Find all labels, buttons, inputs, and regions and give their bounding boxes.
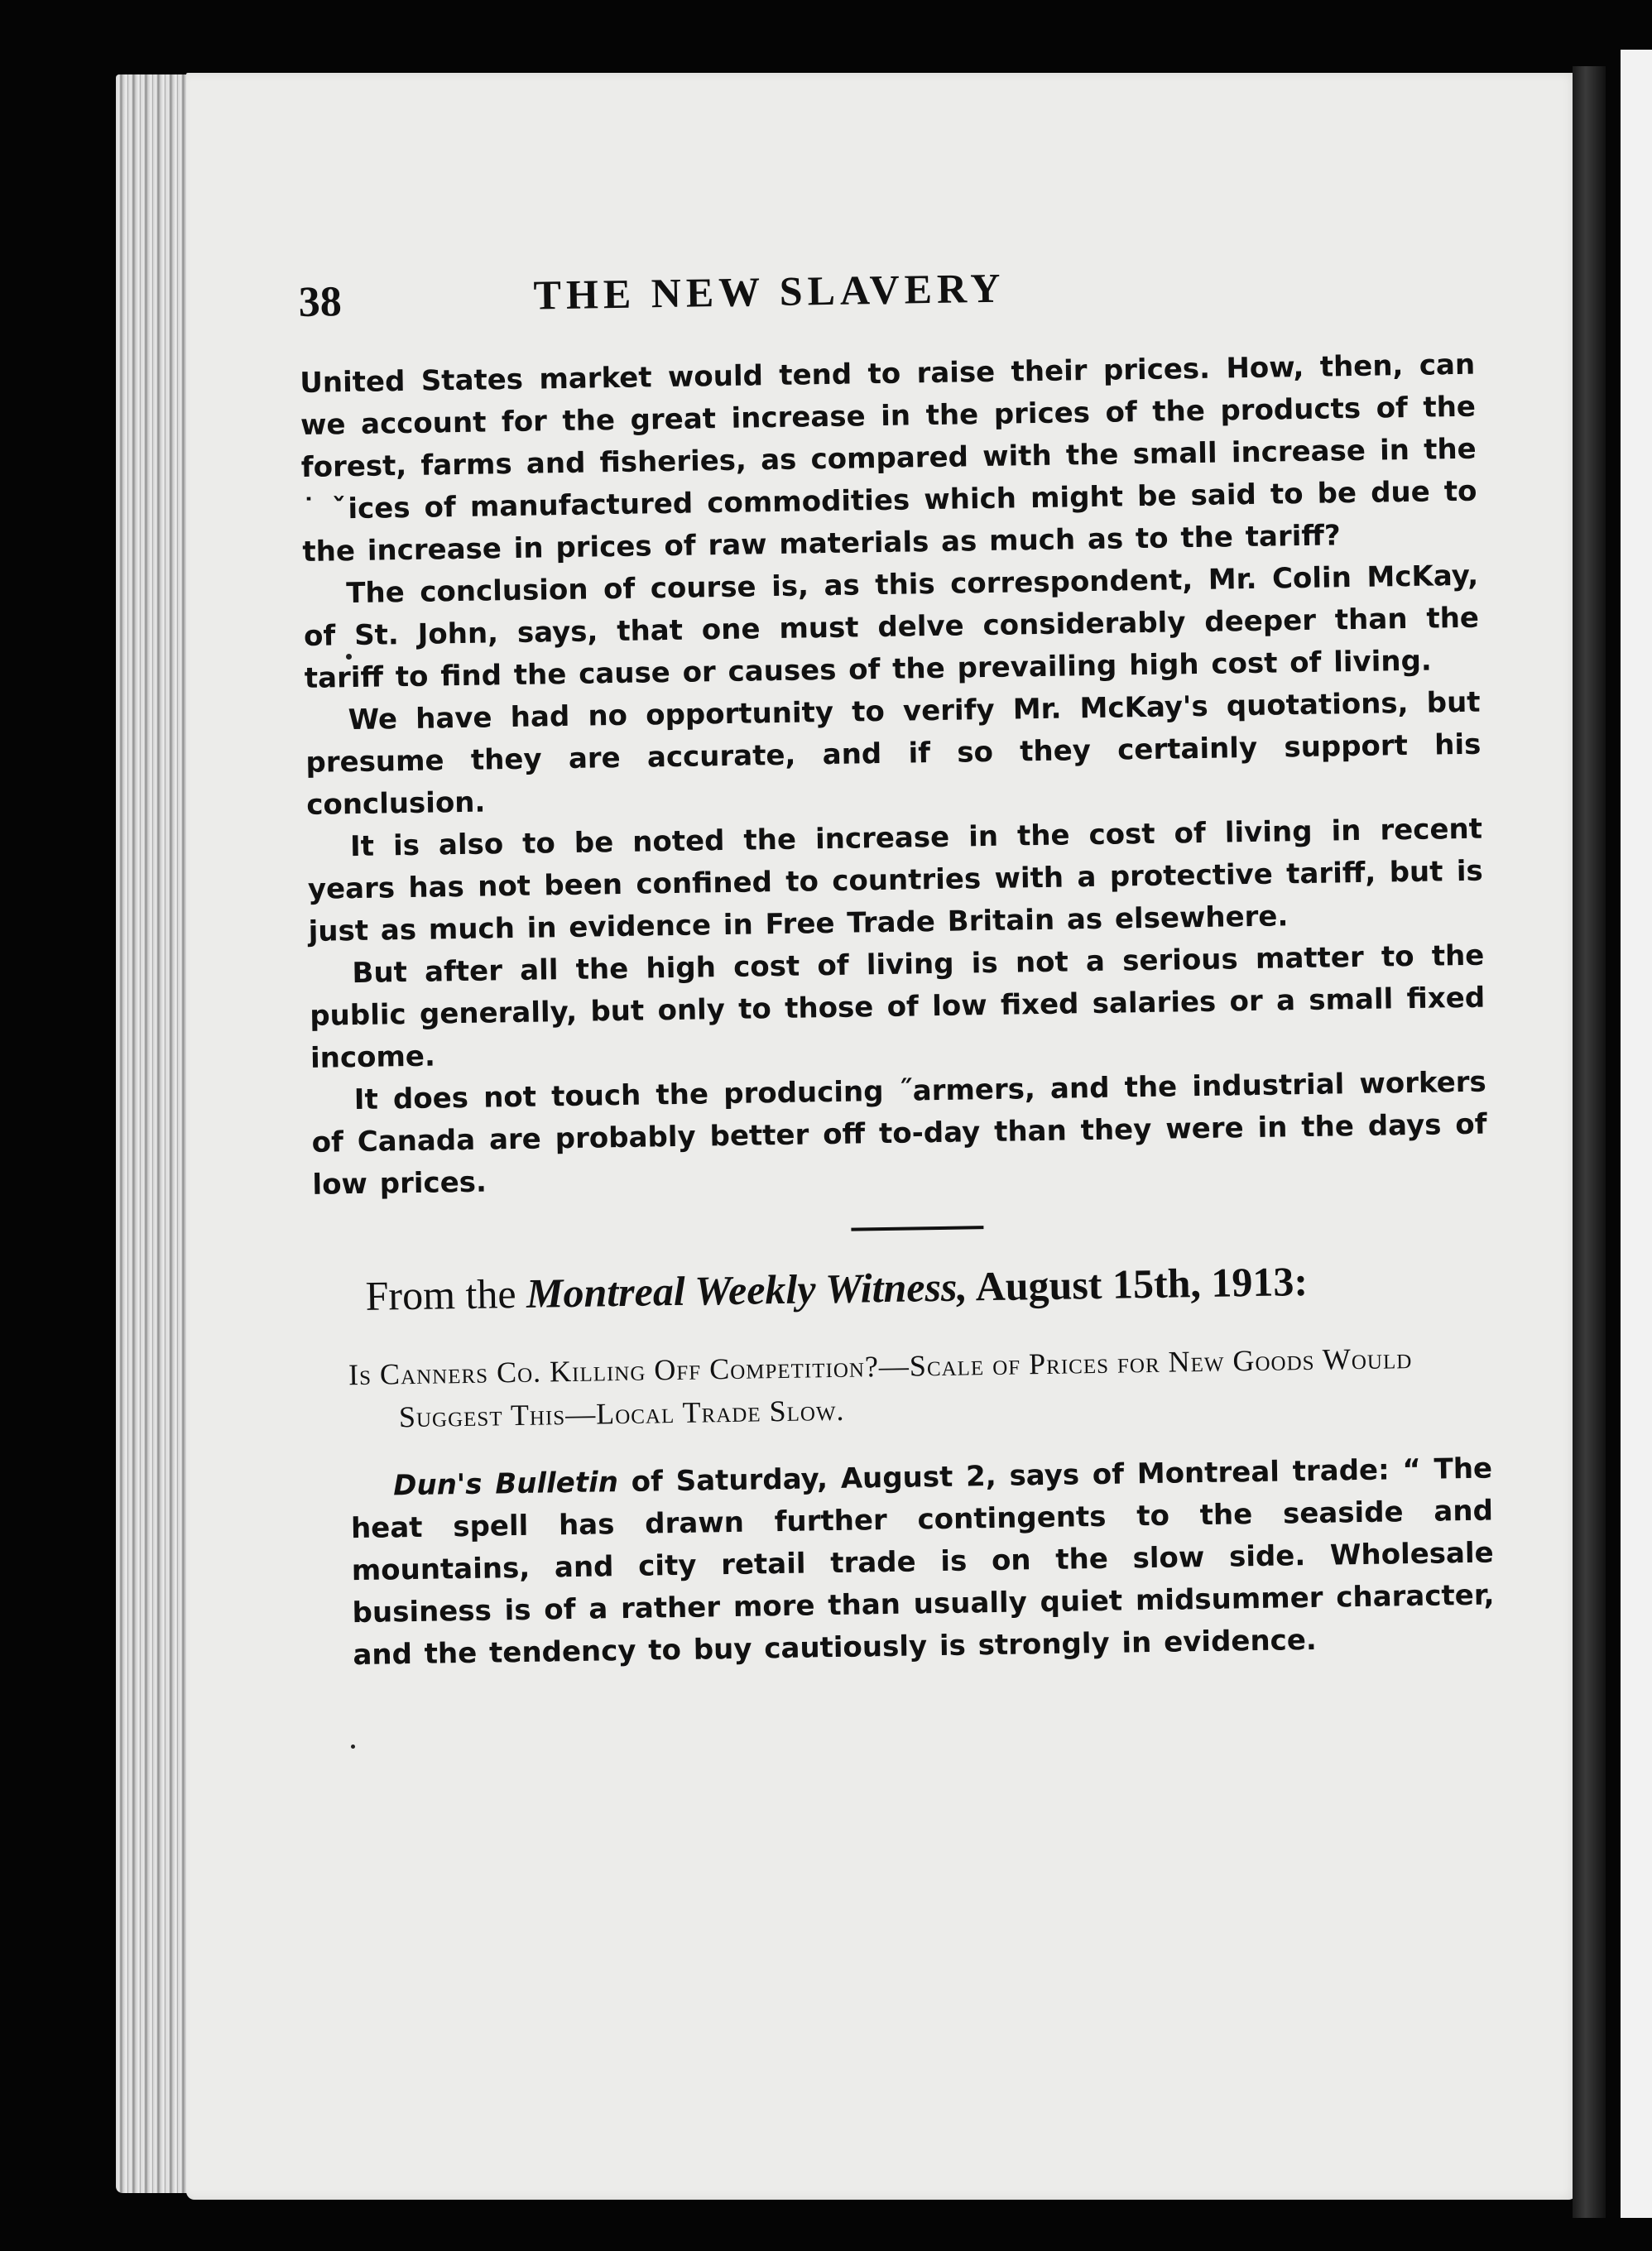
ink-speck (351, 1745, 355, 1749)
body-text (300, 344, 1488, 1207)
book-spine (1573, 66, 1606, 2218)
source-date: August 15th, 1913: (967, 1257, 1309, 1310)
paragraph: United States market would tend to raise their prices. How, then, can we account for the great increase in the prices of the products of the forest, farms and fisheries, as compared with the small increase in the ˙ ˇices of manufactured commodities which might be said to be due to the increase in prices of raw materials as much as to the tariff? (299, 348, 1477, 569)
paragraph: It is also to be noted the increase in the cost of living in recent years has not been confined to countries with a protective tariff, but is just as much in evidence in Free Trade Britain as elsewhere. (307, 812, 1484, 948)
bulletin-name: Dun's Bulletin (392, 1466, 619, 1503)
article-paragraph (350, 1448, 1496, 1677)
publication-name: Montreal Weekly Witness, (526, 1263, 968, 1317)
source-prefix: From the (365, 1269, 527, 1319)
running-head: THE NEW SLAVERY (533, 264, 1006, 319)
facing-page-edge (1621, 50, 1652, 2218)
paragraph: The conclusion of course is, as this correspondent, Mr. Colin McKay, of St. John, says, that one must delve considerably deeper than the tariff to find the cause or causes of the prevailing high cost of living. (303, 559, 1480, 695)
source-heading (365, 1255, 1490, 1320)
article-heading: Is Canners Co. Killing Off Competition?—Scale of Prices for New Goods Would Suggest This—Local Trade Slow. (348, 1341, 1413, 1434)
text-block (298, 245, 1496, 1677)
article-text: of Saturday, August 2, says of Montreal trade: “ The heat spell has drawn further contingents to the seaside and mountains, and city retail trade is on the slow side. Wholesale business is of a rather more than usually quiet midsummer character, and the tendency to buy cautiously is strongly in evidence. (350, 1452, 1495, 1673)
paragraph: It does not touch the producing ˝armers, and the industrial workers of Canada are probably better off to-day than they were in the days of low prices. (311, 1065, 1487, 1202)
section-divider (851, 1226, 983, 1231)
paragraph: We have had no opportunity to verify Mr. McKay's quotations, but presume they are accurate, and if so they certainly support his conclusion. (305, 685, 1482, 822)
article-body (350, 1448, 1496, 1677)
page-number: 38 (298, 278, 343, 326)
paragraph: But after all the high cost of living is not a serious matter to the public generally, but only to those of low fixed salaries or a small fixed income. (309, 938, 1486, 1075)
